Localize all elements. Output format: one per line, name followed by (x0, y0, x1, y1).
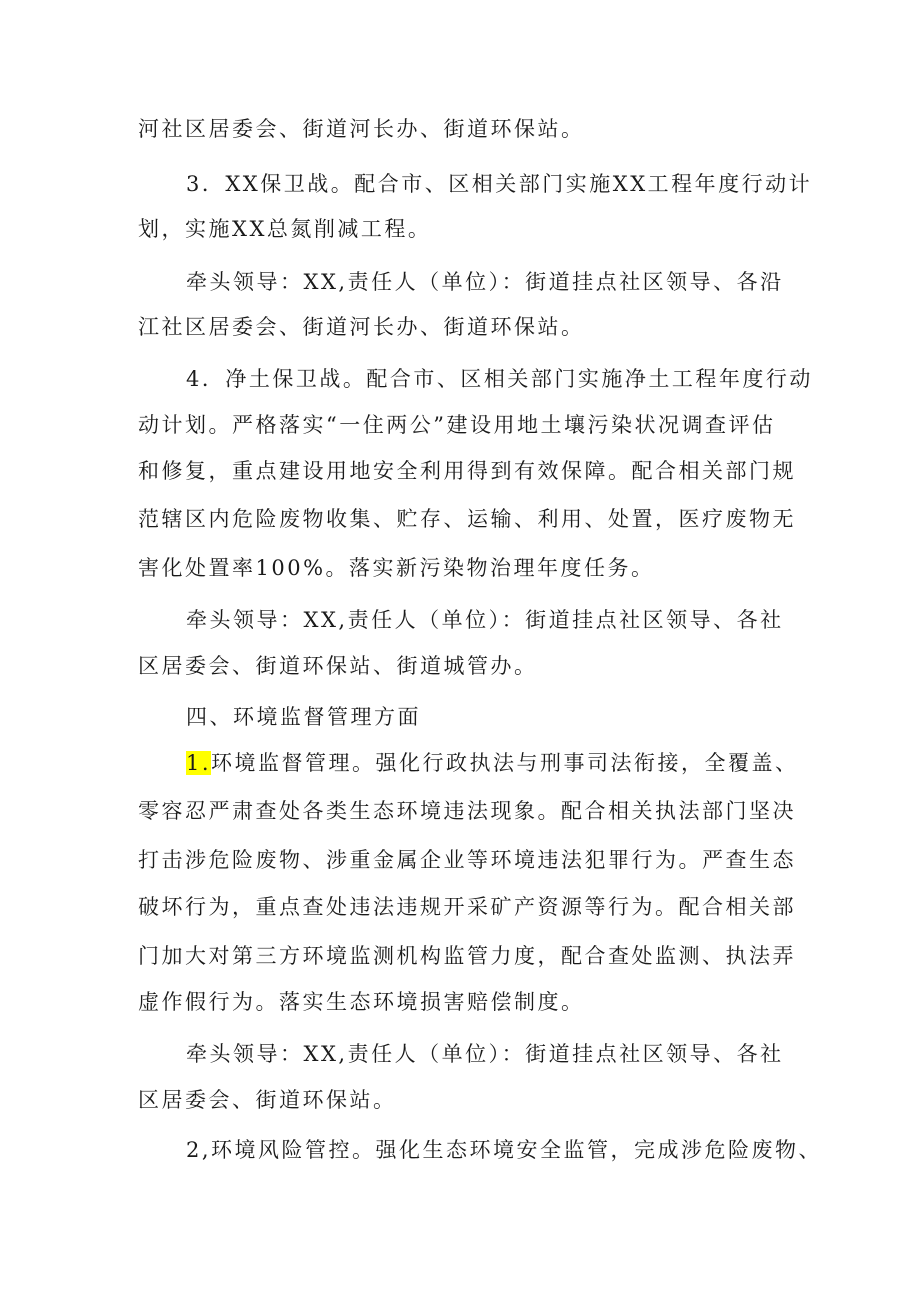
text-line-9: 范辖区内危险废物收集、贮存、运输、利用、处置，医疗废物无 (138, 507, 796, 531)
section-heading-4: 4．净土保卫战。配合市、区相关部门实施净土工程年度行动 (186, 367, 813, 391)
text-line-5: 江社区居委会、街道河长办、街道环保站。 (138, 315, 585, 339)
text-line-7: 动计划。严格落实“一住两公”建设用地土壤污染状况调查评估 (138, 413, 776, 437)
text-line-3: 划，实施XX总氮削减工程。 (138, 217, 432, 241)
section-heading-3: 3．XX保卫战。配合市、区相关部门实施XX工程年度行动计 (186, 172, 813, 196)
section-heading-2: 2,环境风险管控。强化生态环境安全监管，完成涉危险废物、 (186, 1138, 823, 1162)
lead-line-3: 牵头领导：XX,责任人（单位）：街道挂点社区领导、各社 (186, 1042, 784, 1066)
text-line-16: 零容忍严肃查处各类生态环境违法现象。配合相关执法部门坚决 (138, 799, 796, 823)
text-line-19: 门加大对第三方环境监测机构监管力度，配合查处监测、执法弄 (138, 944, 796, 968)
text-line-22: 区居委会、街道环保站。 (138, 1088, 397, 1112)
text-line-18: 破坏行为，重点查处违法违规开采矿产资源等行为。配合相关部 (138, 895, 796, 919)
text-line-1: 河社区居委会、街道河长办、街道环保站。 (138, 117, 585, 141)
text-line-10: 害化处置率100%。落实新污染物治理年度任务。 (138, 556, 655, 580)
text-line-12: 区居委会、街道环保站、街道城管办。 (138, 654, 538, 678)
highlight-marker: 1. (186, 751, 212, 775)
chapter-heading-4: 四、环境监督管理方面 (186, 705, 421, 729)
lead-line-2: 牵头领导：XX,责任人（单位）：街道挂点社区领导、各社 (186, 608, 784, 632)
text-line-8: 和修复，重点建设用地安全利用得到有效保障。配合相关部门规 (138, 459, 796, 483)
section-heading-1-text: 环境监督管理。强化行政执法与刑事司法衔接，全覆盖、 (211, 751, 799, 775)
text-line-17: 打击涉危险废物、涉重金属企业等环境违法犯罪行为。严查生态 (138, 848, 796, 872)
section-heading-1-number (186, 749, 799, 777)
text-line-20: 虚作假行为。落实生态环境损害赔偿制度。 (138, 990, 585, 1014)
lead-line-1: 牵头领导：XX,责任人（单位）：街道挂点社区领导、各沿 (186, 270, 784, 294)
